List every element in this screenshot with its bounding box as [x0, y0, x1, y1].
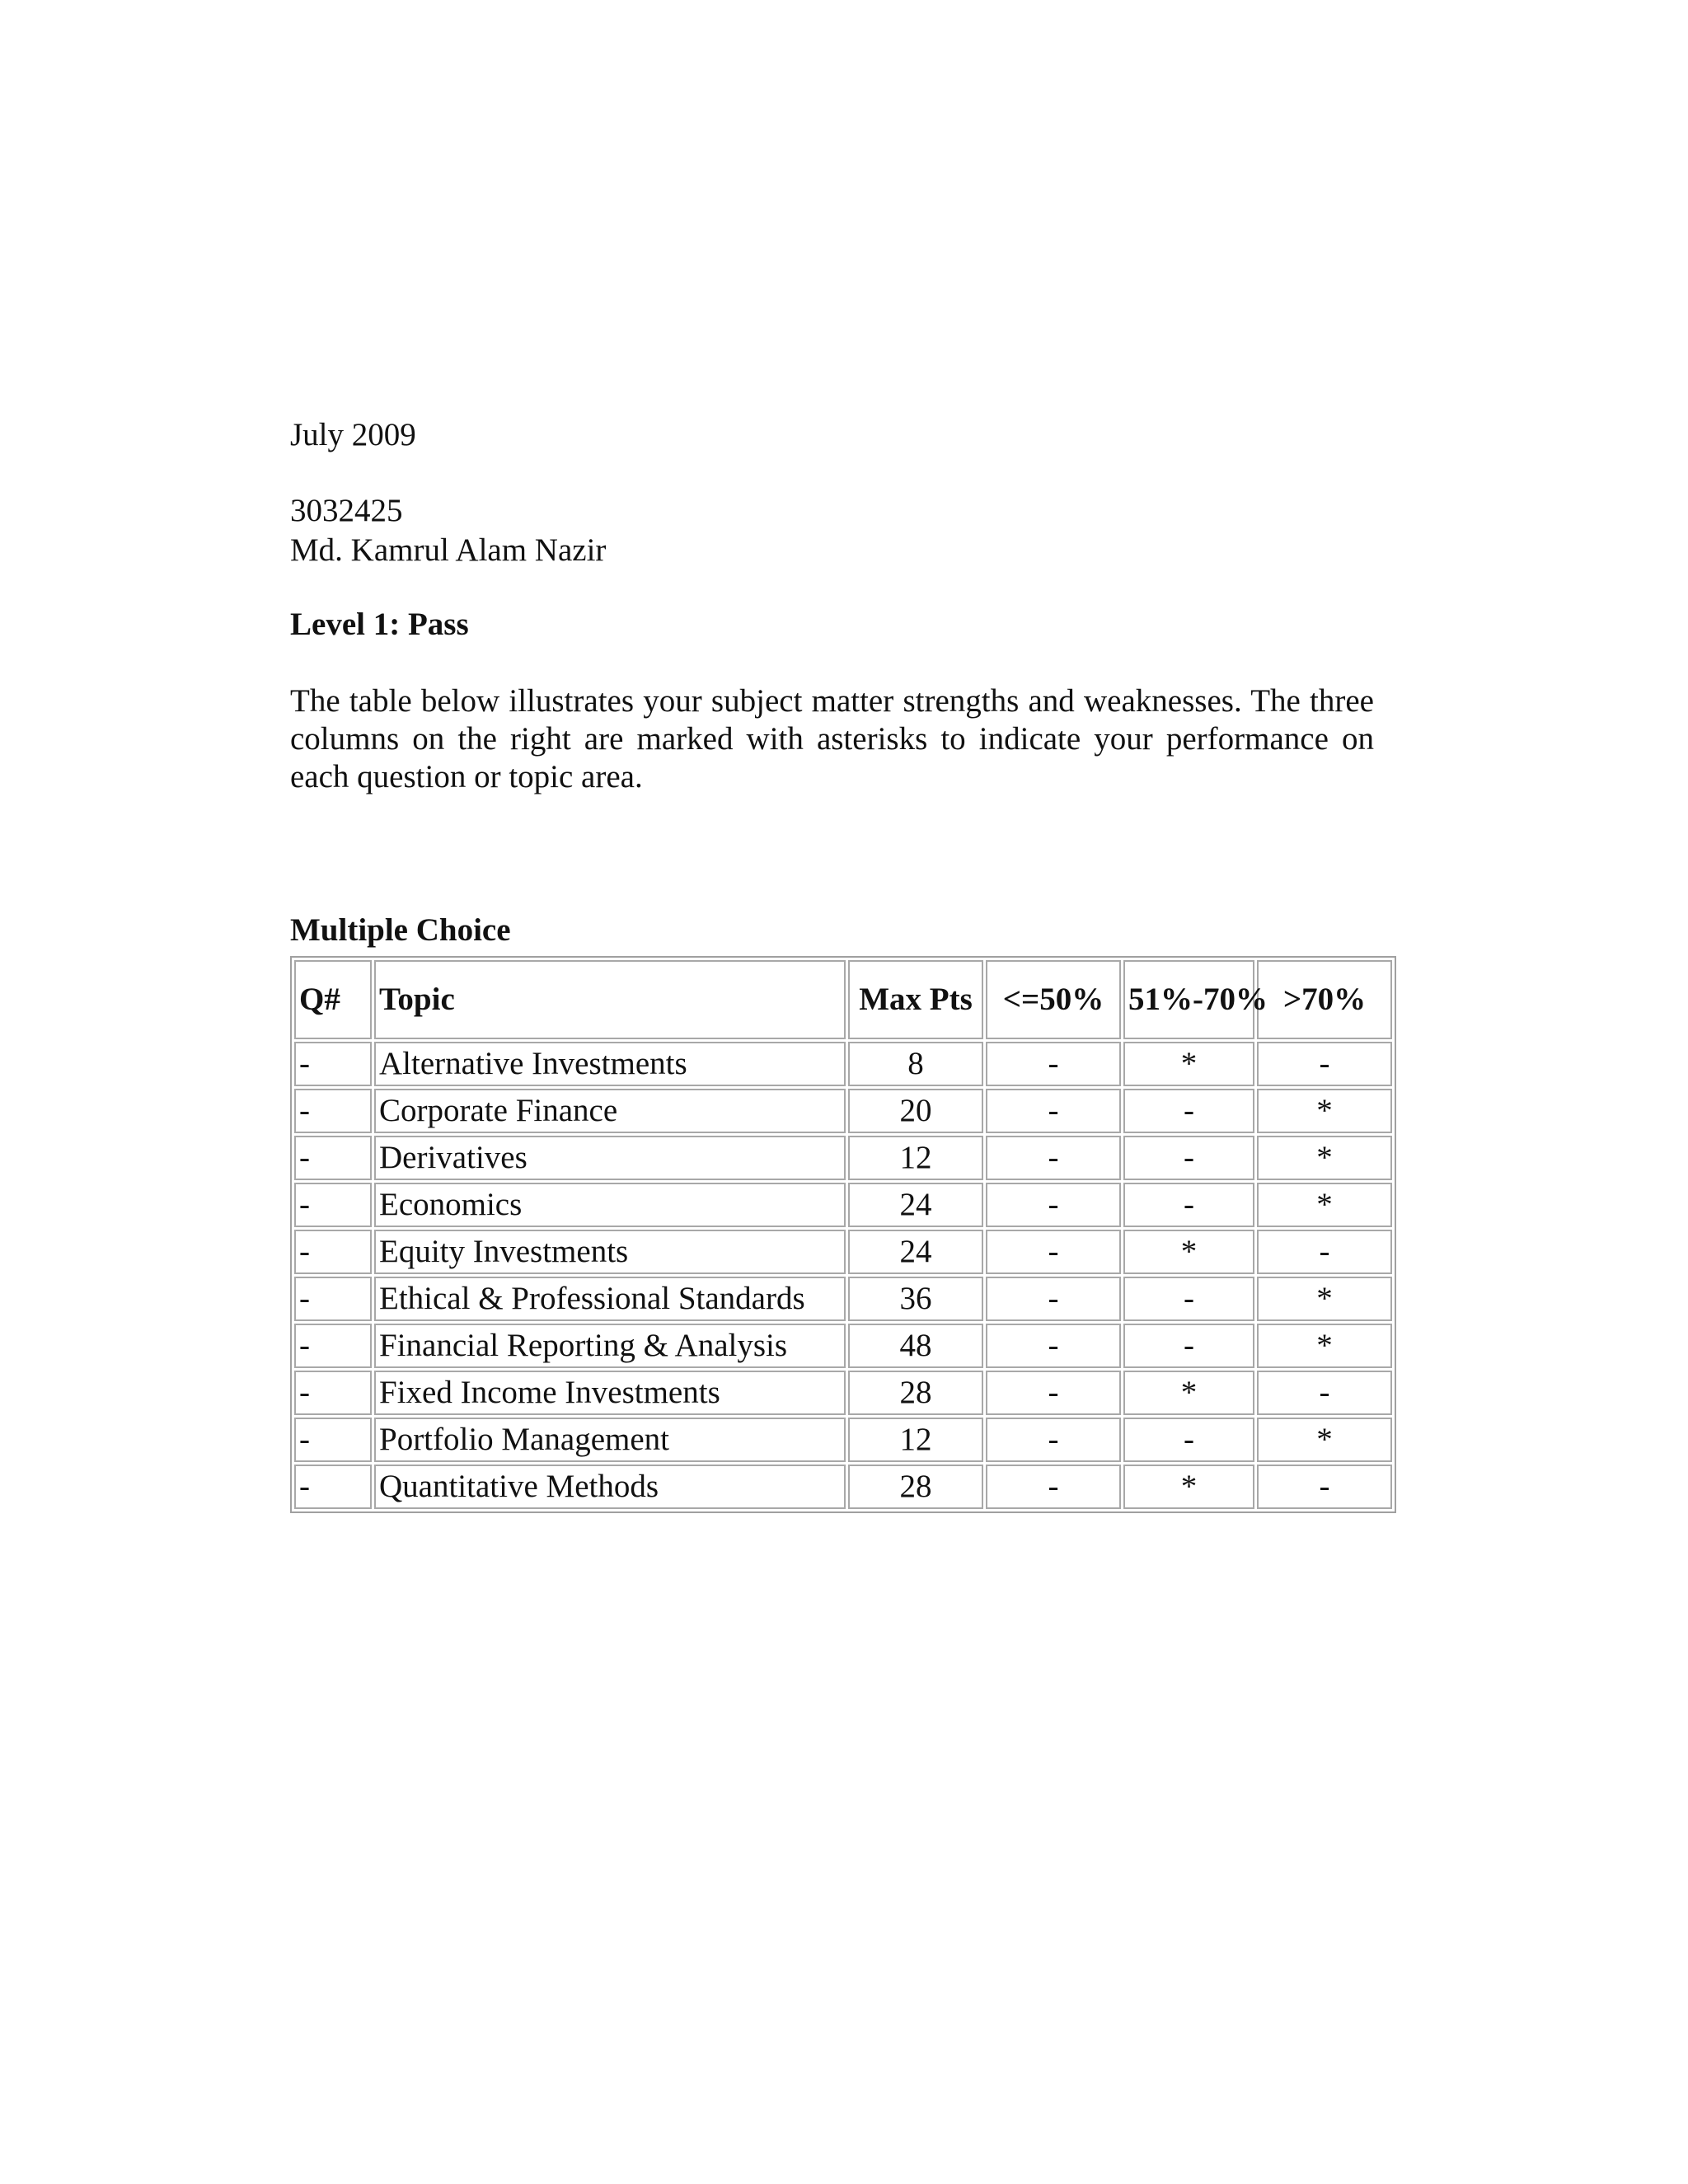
intro-paragraph: The table below illustrates your subject matter strengths and weaknesses. The three columns on the right are marked with asterisks to indicate your performance on each question or topic area.	[290, 683, 1374, 794]
cell-high: *	[1257, 1183, 1392, 1227]
cell-mid: -	[1123, 1136, 1254, 1180]
column-header-max-pts: Max Pts	[848, 960, 983, 1039]
cell-max-pts: 28	[848, 1371, 983, 1415]
cell-q: -	[294, 1136, 372, 1180]
table-row	[294, 1465, 1392, 1509]
table-row	[294, 1324, 1392, 1368]
cell-high: *	[1257, 1418, 1392, 1462]
cell-topic: Economics	[374, 1183, 846, 1227]
table-row	[294, 1230, 1392, 1274]
column-header-topic: Topic	[374, 960, 846, 1039]
cell-low: -	[986, 1042, 1121, 1086]
cell-low: -	[986, 1277, 1121, 1321]
cell-max-pts: 12	[848, 1136, 983, 1180]
cell-q: -	[294, 1418, 372, 1462]
cell-max-pts: 24	[848, 1183, 983, 1227]
candidate-name: Md. Kamrul Alam Nazir	[290, 532, 607, 568]
cell-mid: *	[1123, 1230, 1254, 1274]
table-row	[294, 1277, 1392, 1321]
cell-max-pts: 24	[848, 1230, 983, 1274]
cell-topic: Portfolio Management	[374, 1418, 846, 1462]
cell-topic: Equity Investments	[374, 1230, 846, 1274]
report-date: July 2009	[290, 417, 416, 452]
table-row	[294, 1136, 1392, 1180]
cell-mid: -	[1123, 1089, 1254, 1133]
table-header-row	[294, 960, 1392, 1039]
cell-mid: *	[1123, 1042, 1254, 1086]
cell-max-pts: 36	[848, 1277, 983, 1321]
cell-low: -	[986, 1136, 1121, 1180]
cell-topic: Corporate Finance	[374, 1089, 846, 1133]
cell-topic: Quantitative Methods	[374, 1465, 846, 1509]
cell-low: -	[986, 1089, 1121, 1133]
candidate-id: 3032425	[290, 493, 403, 528]
cell-low: -	[986, 1371, 1121, 1415]
cell-max-pts: 28	[848, 1465, 983, 1509]
cell-high: -	[1257, 1371, 1392, 1415]
cell-max-pts: 20	[848, 1089, 983, 1133]
cell-mid: *	[1123, 1371, 1254, 1415]
table-row	[294, 1418, 1392, 1462]
cell-topic: Fixed Income Investments	[374, 1371, 846, 1415]
cell-topic: Derivatives	[374, 1136, 846, 1180]
cell-mid: -	[1123, 1183, 1254, 1227]
cell-topic: Financial Reporting & Analysis	[374, 1324, 846, 1368]
cell-mid: *	[1123, 1465, 1254, 1509]
cell-max-pts: 48	[848, 1324, 983, 1368]
table-row	[294, 1183, 1392, 1227]
cell-max-pts: 12	[848, 1418, 983, 1462]
result-heading: Level 1: Pass	[290, 607, 469, 642]
cell-low: -	[986, 1465, 1121, 1509]
cell-topic: Alternative Investments	[374, 1042, 846, 1086]
cell-high: -	[1257, 1042, 1392, 1086]
column-header-q: Q#	[294, 960, 372, 1039]
table-row	[294, 1371, 1392, 1415]
column-header-high: >70%	[1257, 960, 1392, 1039]
cell-high: *	[1257, 1277, 1392, 1321]
cell-q: -	[294, 1230, 372, 1274]
cell-high: -	[1257, 1465, 1392, 1509]
cell-max-pts: 8	[848, 1042, 983, 1086]
cell-high: -	[1257, 1230, 1392, 1274]
cell-mid: -	[1123, 1277, 1254, 1321]
column-header-low: <=50%	[986, 960, 1121, 1039]
cell-q: -	[294, 1465, 372, 1509]
section-title: Multiple Choice	[290, 912, 511, 948]
table-row	[294, 1042, 1392, 1086]
cell-high: *	[1257, 1324, 1392, 1368]
cell-high: *	[1257, 1136, 1392, 1180]
cell-q: -	[294, 1042, 372, 1086]
cell-mid: -	[1123, 1418, 1254, 1462]
cell-high: *	[1257, 1089, 1392, 1133]
cell-low: -	[986, 1183, 1121, 1227]
column-header-mid: 51%-70%	[1123, 960, 1254, 1039]
results-table	[290, 956, 1396, 1513]
cell-topic: Ethical & Professional Standards	[374, 1277, 846, 1321]
cell-mid: -	[1123, 1324, 1254, 1368]
table-row	[294, 1089, 1392, 1133]
cell-low: -	[986, 1230, 1121, 1274]
cell-q: -	[294, 1324, 372, 1368]
cell-q: -	[294, 1183, 372, 1227]
cell-q: -	[294, 1277, 372, 1321]
cell-q: -	[294, 1089, 372, 1133]
cell-low: -	[986, 1324, 1121, 1368]
cell-q: -	[294, 1371, 372, 1415]
cell-low: -	[986, 1418, 1121, 1462]
